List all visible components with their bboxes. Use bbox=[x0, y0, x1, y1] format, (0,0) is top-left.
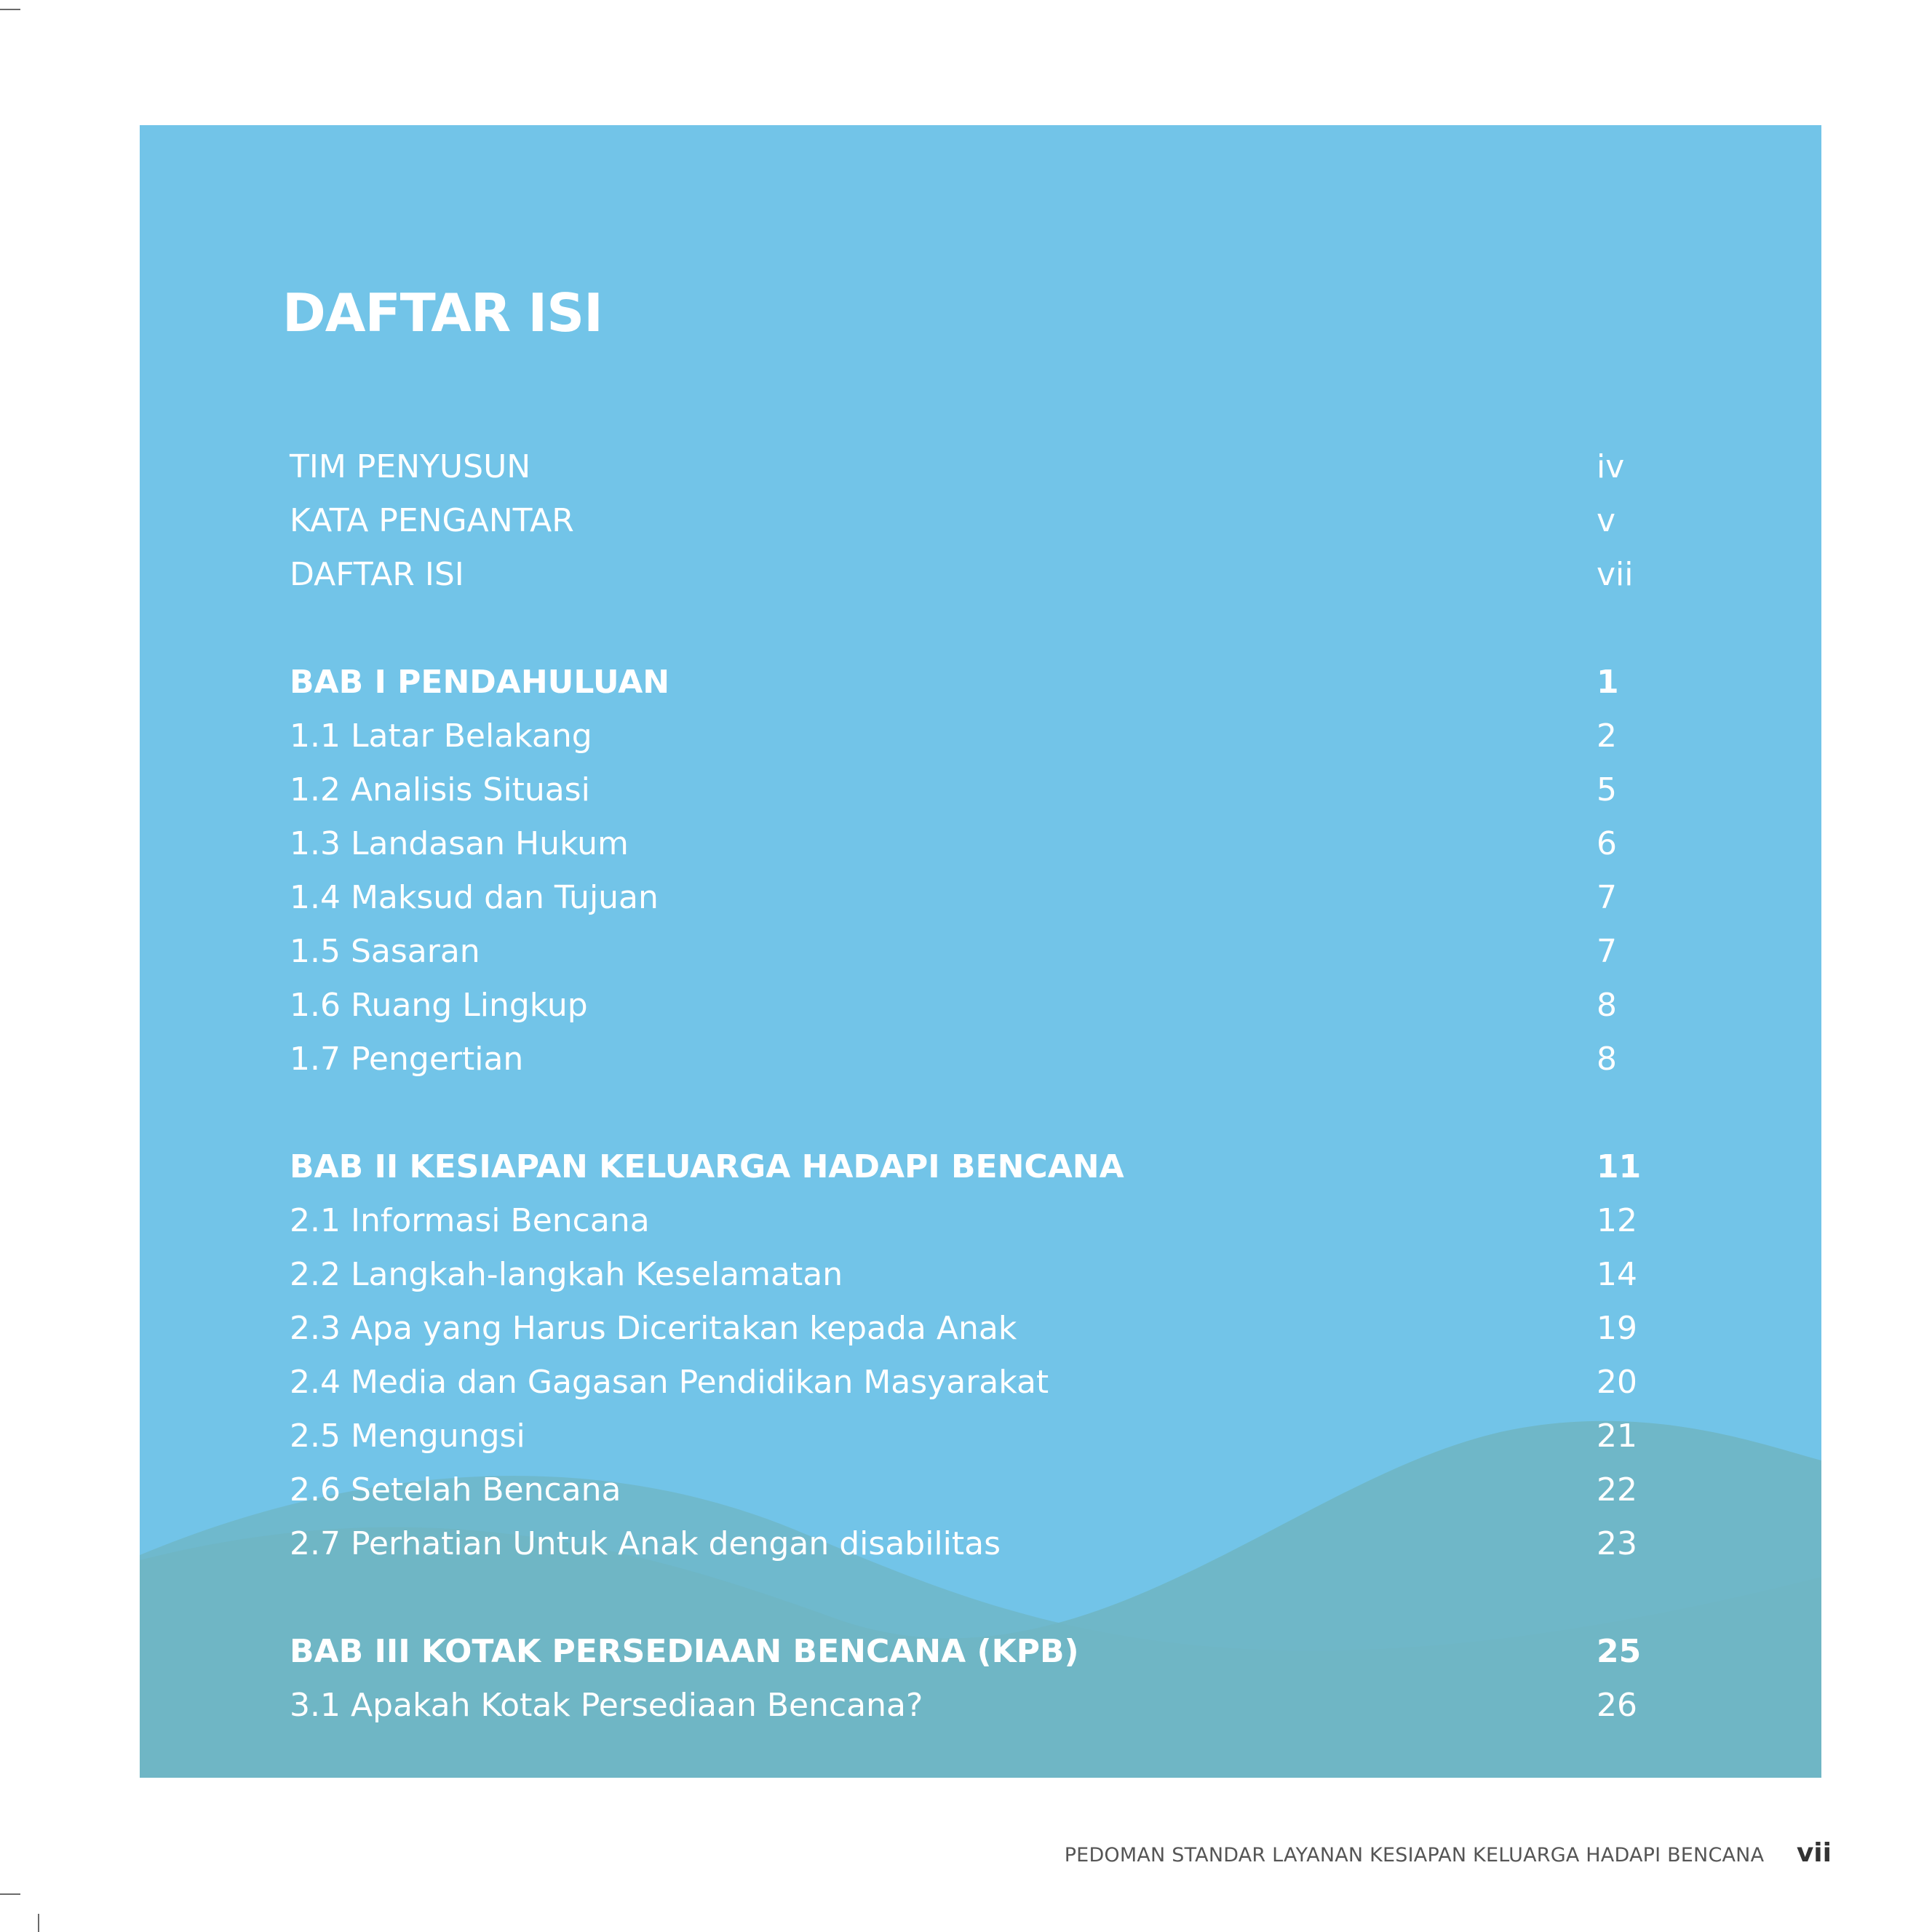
section-title: 1.5 Sasaran bbox=[290, 933, 480, 970]
section-page: 5 bbox=[1597, 771, 1617, 808]
chapter-page: 1 bbox=[1597, 664, 1619, 701]
section-title: 1.2 Analisis Situasi bbox=[290, 771, 590, 808]
section-page: 26 bbox=[1597, 1687, 1637, 1724]
section-page: 2 bbox=[1597, 717, 1617, 755]
toc-section[interactable] bbox=[290, 709, 1687, 763]
section-title: 1.3 Landasan Hukum bbox=[290, 825, 629, 862]
footer-page-number: vii bbox=[1796, 1838, 1832, 1868]
toc-section[interactable] bbox=[290, 1194, 1687, 1248]
section-page: 7 bbox=[1597, 879, 1617, 916]
section-title: 2.3 Apa yang Harus Diceritakan kepada Anak bbox=[290, 1310, 1017, 1347]
section-page: 20 bbox=[1597, 1364, 1637, 1401]
crop-mark-bottom-left-vertical bbox=[38, 1914, 39, 1932]
chapter-title: BAB II KESIAPAN KELUARGA HADAPI BENCANA bbox=[290, 1148, 1124, 1185]
toc-chapter-heading[interactable] bbox=[290, 656, 1687, 709]
toc-section[interactable] bbox=[290, 925, 1687, 979]
toc-section[interactable] bbox=[290, 1033, 1687, 1086]
section-page: 14 bbox=[1597, 1256, 1637, 1293]
toc-entry-page: v bbox=[1597, 502, 1616, 539]
toc-spacer bbox=[290, 602, 1687, 656]
toc-section[interactable] bbox=[290, 1679, 1687, 1733]
toc-section[interactable] bbox=[290, 763, 1687, 817]
toc-entry[interactable] bbox=[290, 548, 1687, 602]
section-page: 12 bbox=[1597, 1202, 1637, 1239]
section-page: 19 bbox=[1597, 1310, 1637, 1347]
page-title: DAFTAR ISI bbox=[282, 282, 603, 343]
toc-entry-label: TIM PENYUSUN bbox=[290, 448, 531, 485]
toc-entry[interactable] bbox=[290, 440, 1687, 494]
toc-section[interactable] bbox=[290, 1356, 1687, 1410]
section-title: 3.1 Apakah Kotak Persediaan Bencana? bbox=[290, 1687, 923, 1724]
section-title: 2.4 Media dan Gagasan Pendidikan Masyarakat bbox=[290, 1364, 1049, 1401]
section-title: 1.7 Pengertian bbox=[290, 1041, 524, 1078]
toc-section[interactable] bbox=[290, 817, 1687, 871]
section-title: 1.6 Ruang Lingkup bbox=[290, 987, 588, 1024]
page-footer bbox=[1065, 1839, 1832, 1870]
toc-section[interactable] bbox=[290, 1248, 1687, 1302]
section-page: 7 bbox=[1597, 933, 1617, 970]
chapter-page: 25 bbox=[1597, 1633, 1642, 1670]
toc-section[interactable] bbox=[290, 871, 1687, 925]
section-page: 6 bbox=[1597, 825, 1617, 862]
toc-chapter-heading[interactable] bbox=[290, 1140, 1687, 1194]
section-page: 8 bbox=[1597, 1041, 1617, 1078]
section-title: 1.1 Latar Belakang bbox=[290, 717, 592, 755]
toc-list bbox=[290, 440, 1687, 1733]
section-page: 21 bbox=[1597, 1418, 1637, 1455]
toc-section[interactable] bbox=[290, 1410, 1687, 1463]
toc-section[interactable] bbox=[290, 979, 1687, 1033]
toc-entry-page: iv bbox=[1597, 448, 1625, 485]
toc-section[interactable] bbox=[290, 1463, 1687, 1517]
toc-spacer bbox=[290, 1086, 1687, 1140]
section-page: 23 bbox=[1597, 1525, 1637, 1562]
section-title: 2.6 Setelah Bencana bbox=[290, 1471, 621, 1508]
toc-entry-label: DAFTAR ISI bbox=[290, 556, 464, 593]
toc-section[interactable] bbox=[290, 1302, 1687, 1356]
section-title: 2.7 Perhatian Untuk Anak dengan disabilitas bbox=[290, 1525, 1001, 1562]
chapter-page: 11 bbox=[1597, 1148, 1642, 1185]
crop-mark-bottom-left-horizontal bbox=[0, 1893, 20, 1895]
toc-entry-page: vii bbox=[1597, 556, 1634, 593]
section-title: 2.5 Mengungsi bbox=[290, 1418, 525, 1455]
chapter-title: BAB III KOTAK PERSEDIAAN BENCANA (KPB) bbox=[290, 1633, 1079, 1670]
section-page: 8 bbox=[1597, 987, 1617, 1024]
table-of-contents-panel bbox=[140, 125, 1821, 1778]
toc-entry-label: KATA PENGANTAR bbox=[290, 502, 574, 539]
toc-section[interactable] bbox=[290, 1517, 1687, 1571]
footer-book-title: PEDOMAN STANDAR LAYANAN KESIAPAN KELUARGA HADAPI BENCANA bbox=[1064, 1844, 1765, 1867]
section-page: 22 bbox=[1597, 1471, 1637, 1508]
toc-spacer bbox=[290, 1571, 1687, 1625]
section-title: 2.1 Informasi Bencana bbox=[290, 1202, 650, 1239]
toc-chapter-heading[interactable] bbox=[290, 1625, 1687, 1679]
crop-mark-top-left bbox=[0, 9, 20, 10]
chapter-title: BAB I PENDAHULUAN bbox=[290, 664, 670, 701]
toc-entry[interactable] bbox=[290, 494, 1687, 548]
section-title: 1.4 Maksud dan Tujuan bbox=[290, 879, 659, 916]
section-title: 2.2 Langkah-langkah Keselamatan bbox=[290, 1256, 843, 1293]
